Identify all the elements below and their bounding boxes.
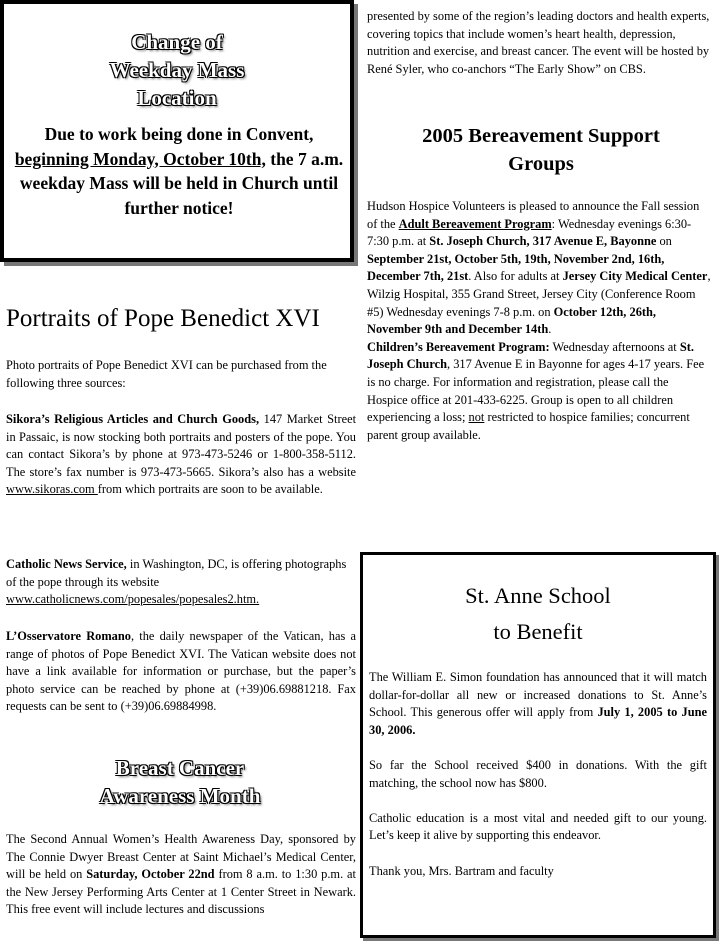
adult-bereavement-paragraph: [367, 198, 712, 339]
st-anne-paragraph-3: Catholic education is a most vital and needed gift to our young. Let’s keep it alive by supporting this endeavor.: [369, 810, 707, 843]
breast-cancer-paragraph: [6, 831, 356, 919]
breast-text-1: The Second Annual Women’s Health Awareness Day, sponsored by The Connie Dwyer Breast Center at Saint Michael’s Medical Center, will be held on: [6, 832, 356, 882]
cns-link[interactable]: www.catholicnews.com/popesales/popesales2.htm.: [6, 592, 260, 607]
portraits-intro: Photo portraits of Pope Benedict XVI can be purchased from the following three sources:: [6, 358, 327, 390]
p1-d: . Also for adults at: [468, 269, 563, 284]
st-anne-paragraph-2: So far the School received $400 in donations. With the gift matching, the school now has $800.: [369, 757, 707, 790]
sikora-link[interactable]: www.sikoras.com: [6, 482, 98, 497]
mass-title-line-2: Weekday Mass: [109, 58, 245, 82]
children-program-name: Children’s Bereavement Program:: [367, 339, 550, 354]
p1-location: St. Joseph Church, 317 Avenue E, Bayonne: [429, 234, 657, 249]
cns-paragraph: [6, 556, 356, 609]
p2-b: , 317 Avenue E in Bayonne for ages 4-17 years. Fee is no charge. For information and registration, please call the Hospice office at 201-433-6225. Group is open to all children experiencing a loss;: [367, 357, 705, 425]
mass-title-line-1: Change of: [131, 30, 223, 54]
osservatore-paragraph: [6, 628, 356, 716]
breast-title-line-2: Awareness Month: [99, 784, 261, 808]
st-anne-dates: July 1, 2005 to June 30, 2006.: [369, 705, 707, 737]
adult-program-name: Adult Bereavement Program: [398, 216, 552, 231]
p1-f: .: [548, 322, 552, 337]
breast-date: Saturday, October 22nd: [86, 867, 215, 882]
mass-location-box: [0, 0, 354, 262]
sikora-text: 147 Market Street in Passaic, is now stocking both portraits and posters of the pope. You can contact Sikora’s by phone at 973-473-5246 or 1-800-358-5112. The store’s fax number is 973-473-5665. Sikora’s also has a website: [6, 412, 357, 479]
breast-text-2: from 8 a.m. to 1:30 p.m. at the New Jersey Performing Arts Center at 1 Center Street in Newark. This free event will include lectures and discussions: [6, 867, 356, 917]
st-anne-title: [363, 578, 713, 650]
bereavement-body: [367, 198, 712, 444]
p1-dates-2: October 12th, 26th, November 9th and December 14th: [367, 304, 657, 337]
p1-a: Hudson Hospice Volunteers is pleased to announce the Fall session of the: [367, 199, 700, 231]
mass-text-part-1: Due to work being done in Convent,: [44, 124, 314, 144]
mass-location-title: [4, 28, 350, 112]
sikora-text-2: from which portraits are soon to be available.: [97, 482, 323, 497]
mass-location-notice: [12, 122, 346, 220]
children-bereavement-paragraph: [367, 339, 712, 445]
p1-dates: September 21st, October 5th, 19th, November 2nd, 16th, December 7th, 21st: [367, 251, 665, 284]
st-anne-title-line-1: St. Anne School: [465, 583, 611, 608]
breast-cancer-title: [0, 754, 360, 810]
st-anne-title-line-2: to Benefit: [493, 619, 583, 644]
p1-b: : Wednesday evenings 6:30-7:30 p.m. at: [367, 216, 692, 249]
p2-location: St. Joseph Church: [367, 339, 694, 372]
st-anne-signature: Thank you, Mrs. Bartram and faculty: [369, 863, 554, 878]
p2-not: not: [468, 410, 485, 425]
osservatore-text: , the daily newspaper of the Vatican, has a range of photos of Pope Benedict XVI. The Vatican website does not have a link available for information or purchase, but the paper’s photo service can be reached by phone at (+39)06.69881218. Fax requests can be sent to (+39)06.69884998.: [6, 629, 356, 714]
cns-name: Catholic News Service,: [6, 557, 127, 571]
mass-title-line-3: Location: [137, 86, 217, 110]
osservatore-name: L’Osservatore Romano: [6, 629, 131, 643]
st-anne-content: [369, 669, 707, 898]
cns-text: in Washington, DC, is offering photographs of the pope through its website: [6, 557, 347, 589]
p2-a: Wednesday afternoons at: [549, 339, 680, 354]
breast-title-line-1: Breast Cancer: [115, 756, 245, 780]
st-anne-p1-text: The William E. Simon foundation has announced that it will match dollar-for-dollar all new or increased donations to St. Anne’s School. This generous offer will apply from: [369, 670, 707, 720]
p2-c: restricted to hospice families; concurrent parent group available.: [367, 410, 690, 442]
bereavement-title-line-2: Groups: [508, 153, 574, 175]
bereavement-title: [367, 122, 715, 178]
bereavement-title-line-1: 2005 Bereavement Support: [422, 125, 660, 147]
st-anne-box: [360, 552, 716, 938]
p1-location-2: Jersey City Medical Center: [562, 269, 708, 284]
sikora-name: Sikora’s Religious Articles and Church Goods,: [6, 412, 260, 426]
mass-text-part-2: the 7 a.m. weekday Mass will be held in Church until further notice!: [19, 148, 344, 218]
p1-c: on: [656, 234, 672, 249]
portraits-title: Portraits of Pope Benedict XVI: [6, 305, 320, 332]
breast-cancer-continued: presented by some of the region’s leading doctors and health experts, covering topics that include women’s heart health, depression, nutrition and exercise, and breast cancer. The event will be hosted by René Syler, who co-anchors “The Early Show” on CBS.: [367, 9, 710, 76]
p1-e: , Wilzig Hospital, 355 Grand Street, Jersey City (Conference Room #5) Wednesday evenings 7-8 p.m. on: [367, 269, 711, 319]
st-anne-paragraph-1: [369, 669, 707, 739]
mass-text-date: beginning Monday, October 10th,: [14, 148, 266, 169]
sikora-paragraph: [6, 411, 356, 499]
